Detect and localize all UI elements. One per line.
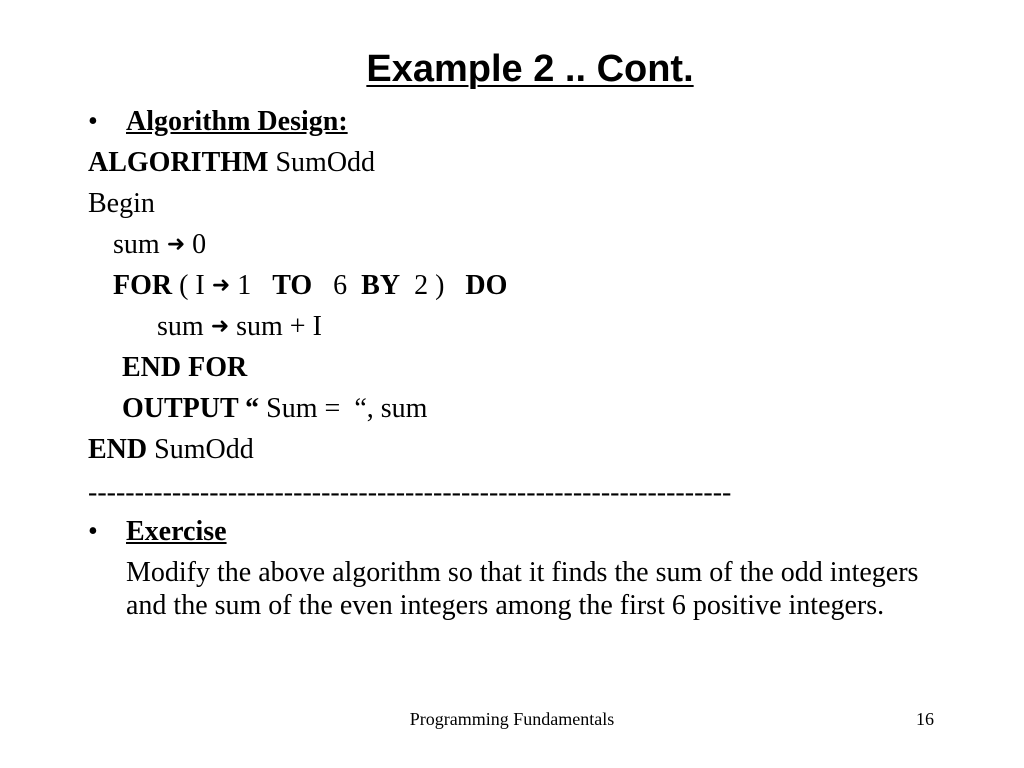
body-lhs: sum bbox=[157, 311, 211, 342]
end-name: SumOdd bbox=[147, 434, 254, 465]
body-rhs: sum + I bbox=[229, 311, 322, 342]
keyword-end: END bbox=[88, 434, 148, 465]
loop-body-line bbox=[157, 310, 322, 344]
separator-line: --------------------------------------------------------------------- bbox=[88, 477, 732, 508]
page-number: 16 bbox=[916, 709, 934, 729]
keyword-algorithm: ALGORITHM bbox=[88, 147, 269, 178]
begin-line: Begin bbox=[88, 188, 155, 219]
footer-course: Programming Fundamentals bbox=[409, 709, 615, 729]
algorithm-design-heading: Algorithm Design: bbox=[126, 106, 348, 137]
keyword-do: DO bbox=[465, 270, 508, 301]
keyword-to: TO bbox=[272, 270, 313, 301]
exercise-text: Modify the above algorithm so that it finds the sum of the odd integers and the sum of the even integers among the first 6 positive integers. bbox=[126, 557, 919, 621]
assign-arrow-icon: ➜ bbox=[211, 273, 231, 298]
init-rhs: 0 bbox=[185, 229, 207, 260]
algorithm-name: SumOdd bbox=[268, 147, 376, 178]
bullet-point: • bbox=[88, 106, 98, 137]
keyword-for: FOR bbox=[113, 270, 173, 301]
init-line bbox=[113, 228, 206, 262]
for-line bbox=[113, 269, 507, 303]
output-rest: Sum = “, sum bbox=[259, 393, 428, 424]
for-end: 6 bbox=[312, 270, 362, 301]
init-lhs: sum bbox=[113, 229, 167, 260]
keyword-output: OUTPUT “ bbox=[122, 393, 260, 424]
output-line bbox=[122, 392, 427, 426]
algorithm-header-line bbox=[88, 146, 375, 180]
slide-title: Example 2 .. Cont. bbox=[366, 48, 694, 90]
exercise-heading: Exercise bbox=[126, 516, 227, 547]
for-open: ( I bbox=[172, 270, 212, 301]
end-for-line: END FOR bbox=[122, 352, 248, 383]
for-start: 1 bbox=[230, 270, 273, 301]
end-line bbox=[88, 433, 254, 467]
bullet-point: • bbox=[88, 516, 98, 547]
assign-arrow-icon: ➜ bbox=[210, 314, 230, 339]
assign-arrow-icon: ➜ bbox=[166, 232, 186, 257]
keyword-by: BY bbox=[361, 270, 401, 301]
for-step: 2 ) bbox=[400, 270, 466, 301]
